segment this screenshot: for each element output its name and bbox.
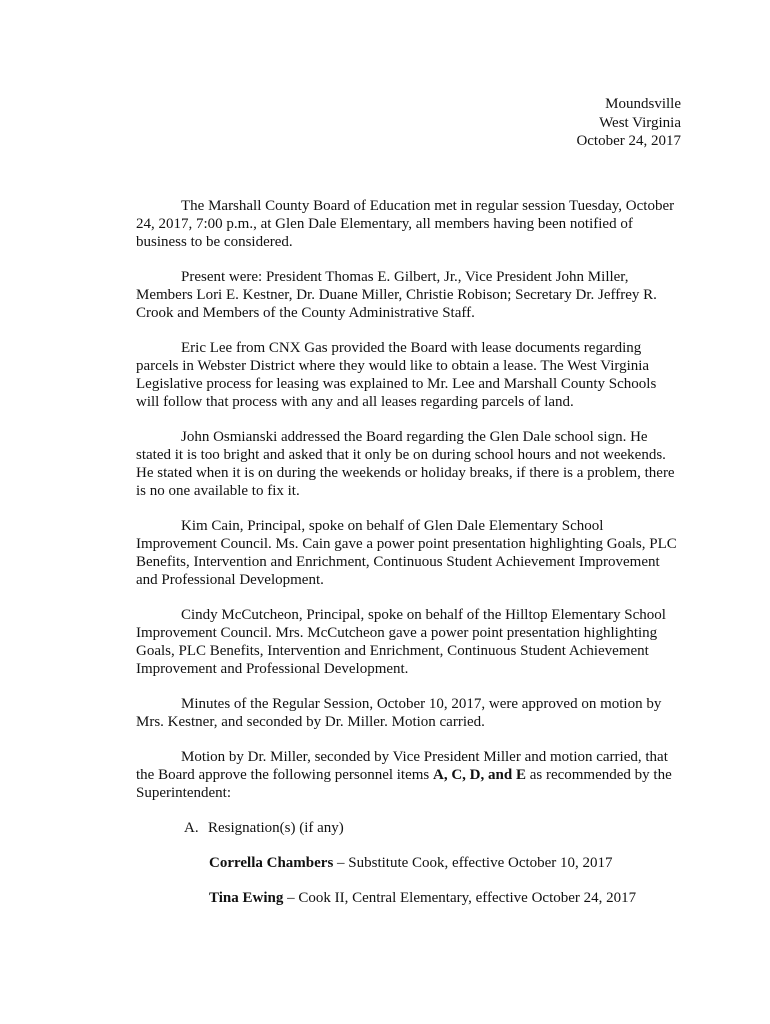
header-city: Moundsville [605, 96, 681, 112]
paragraph-cnx-gas-lease: Eric Lee from CNX Gas provided the Board with lease documents regarding parcels in Webster District where they would like to obtain a lease. The West Virginia Legislative process for leasing was explained to Mr. Lee and Marshall County Schools will follow that process with any and all leases regarding parcels of land. [136, 339, 657, 410]
paragraph-school-sign: John Osmianski addressed the Board regarding the Glen Dale school sign. He stated it is too bright and asked that it only be on during school hours and not weekends. He stated when it is on during the weekends or holiday breaks, if there is a problem, there is no one available to fix it. [136, 428, 675, 499]
personnel-entry [209, 889, 681, 907]
document-header [136, 95, 681, 151]
personnel-section-heading [184, 819, 681, 837]
paragraph-glen-dale-council: Kim Cain, Principal, spoke on behalf of Glen Dale Elementary School Improvement Council. Ms. Cain gave a power point presentation highlighting Goals, PLC Benefits, Intervention and Enrichment, Continuous Student Achievement Improvement and Professional Development. [136, 517, 677, 588]
section-title: Resignation(s) (if any) [208, 819, 344, 836]
paragraph-hilltop-council: Cindy McCutcheon, Principal, spoke on behalf of the Hilltop Elementary School Improvement Council. Mrs. McCutcheon gave a power point presentation highlighting Goals, PLC Benefits, Intervention and Enrichment, Continuous Student Achievement Improvement and Professional Development. [136, 606, 666, 677]
document-page [136, 95, 681, 924]
motion-items-bold: A, C, D, and E [433, 766, 526, 783]
paragraph-attendance: Present were: President Thomas E. Gilbert, Jr., Vice President John Miller, Members Lori E. Kestner, Dr. Duane Miller, Christie Robison; Secretary Dr. Jeffrey R. Crook and Members of the County Administrative Staff. [136, 268, 657, 321]
section-letter: A. [184, 819, 199, 836]
personnel-entry [209, 854, 681, 872]
entry-detail: – Substitute Cook, effective October 10, 2017 [333, 854, 613, 871]
header-state: West Virginia [599, 114, 681, 131]
paragraph-minutes-approval: Minutes of the Regular Session, October 10, 2017, were approved on motion by Mrs. Kestner, and seconded by Dr. Miller. Motion carried. [136, 695, 662, 730]
header-date: October 24, 2017 [576, 133, 681, 149]
motion-text-after: as recommended by the Superintendent: [136, 766, 672, 801]
paragraph-personnel-motion [136, 748, 681, 802]
motion-text-before: Motion by Dr. Miller, seconded by Vice President Miller and motion carried, that the Board approve the following personnel items [136, 748, 668, 783]
entry-name: Tina Ewing [209, 889, 284, 906]
entry-detail: – Cook II, Central Elementary, effective October 24, 2017 [283, 889, 637, 906]
paragraph-meeting-opening: The Marshall County Board of Education met in regular session Tuesday, October 24, 2017, 7:00 p.m., at Glen Dale Elementary, all members having been notified of business to be considered. [136, 197, 675, 250]
entry-name: Corrella Chambers [209, 854, 334, 871]
minutes-body [136, 197, 681, 907]
